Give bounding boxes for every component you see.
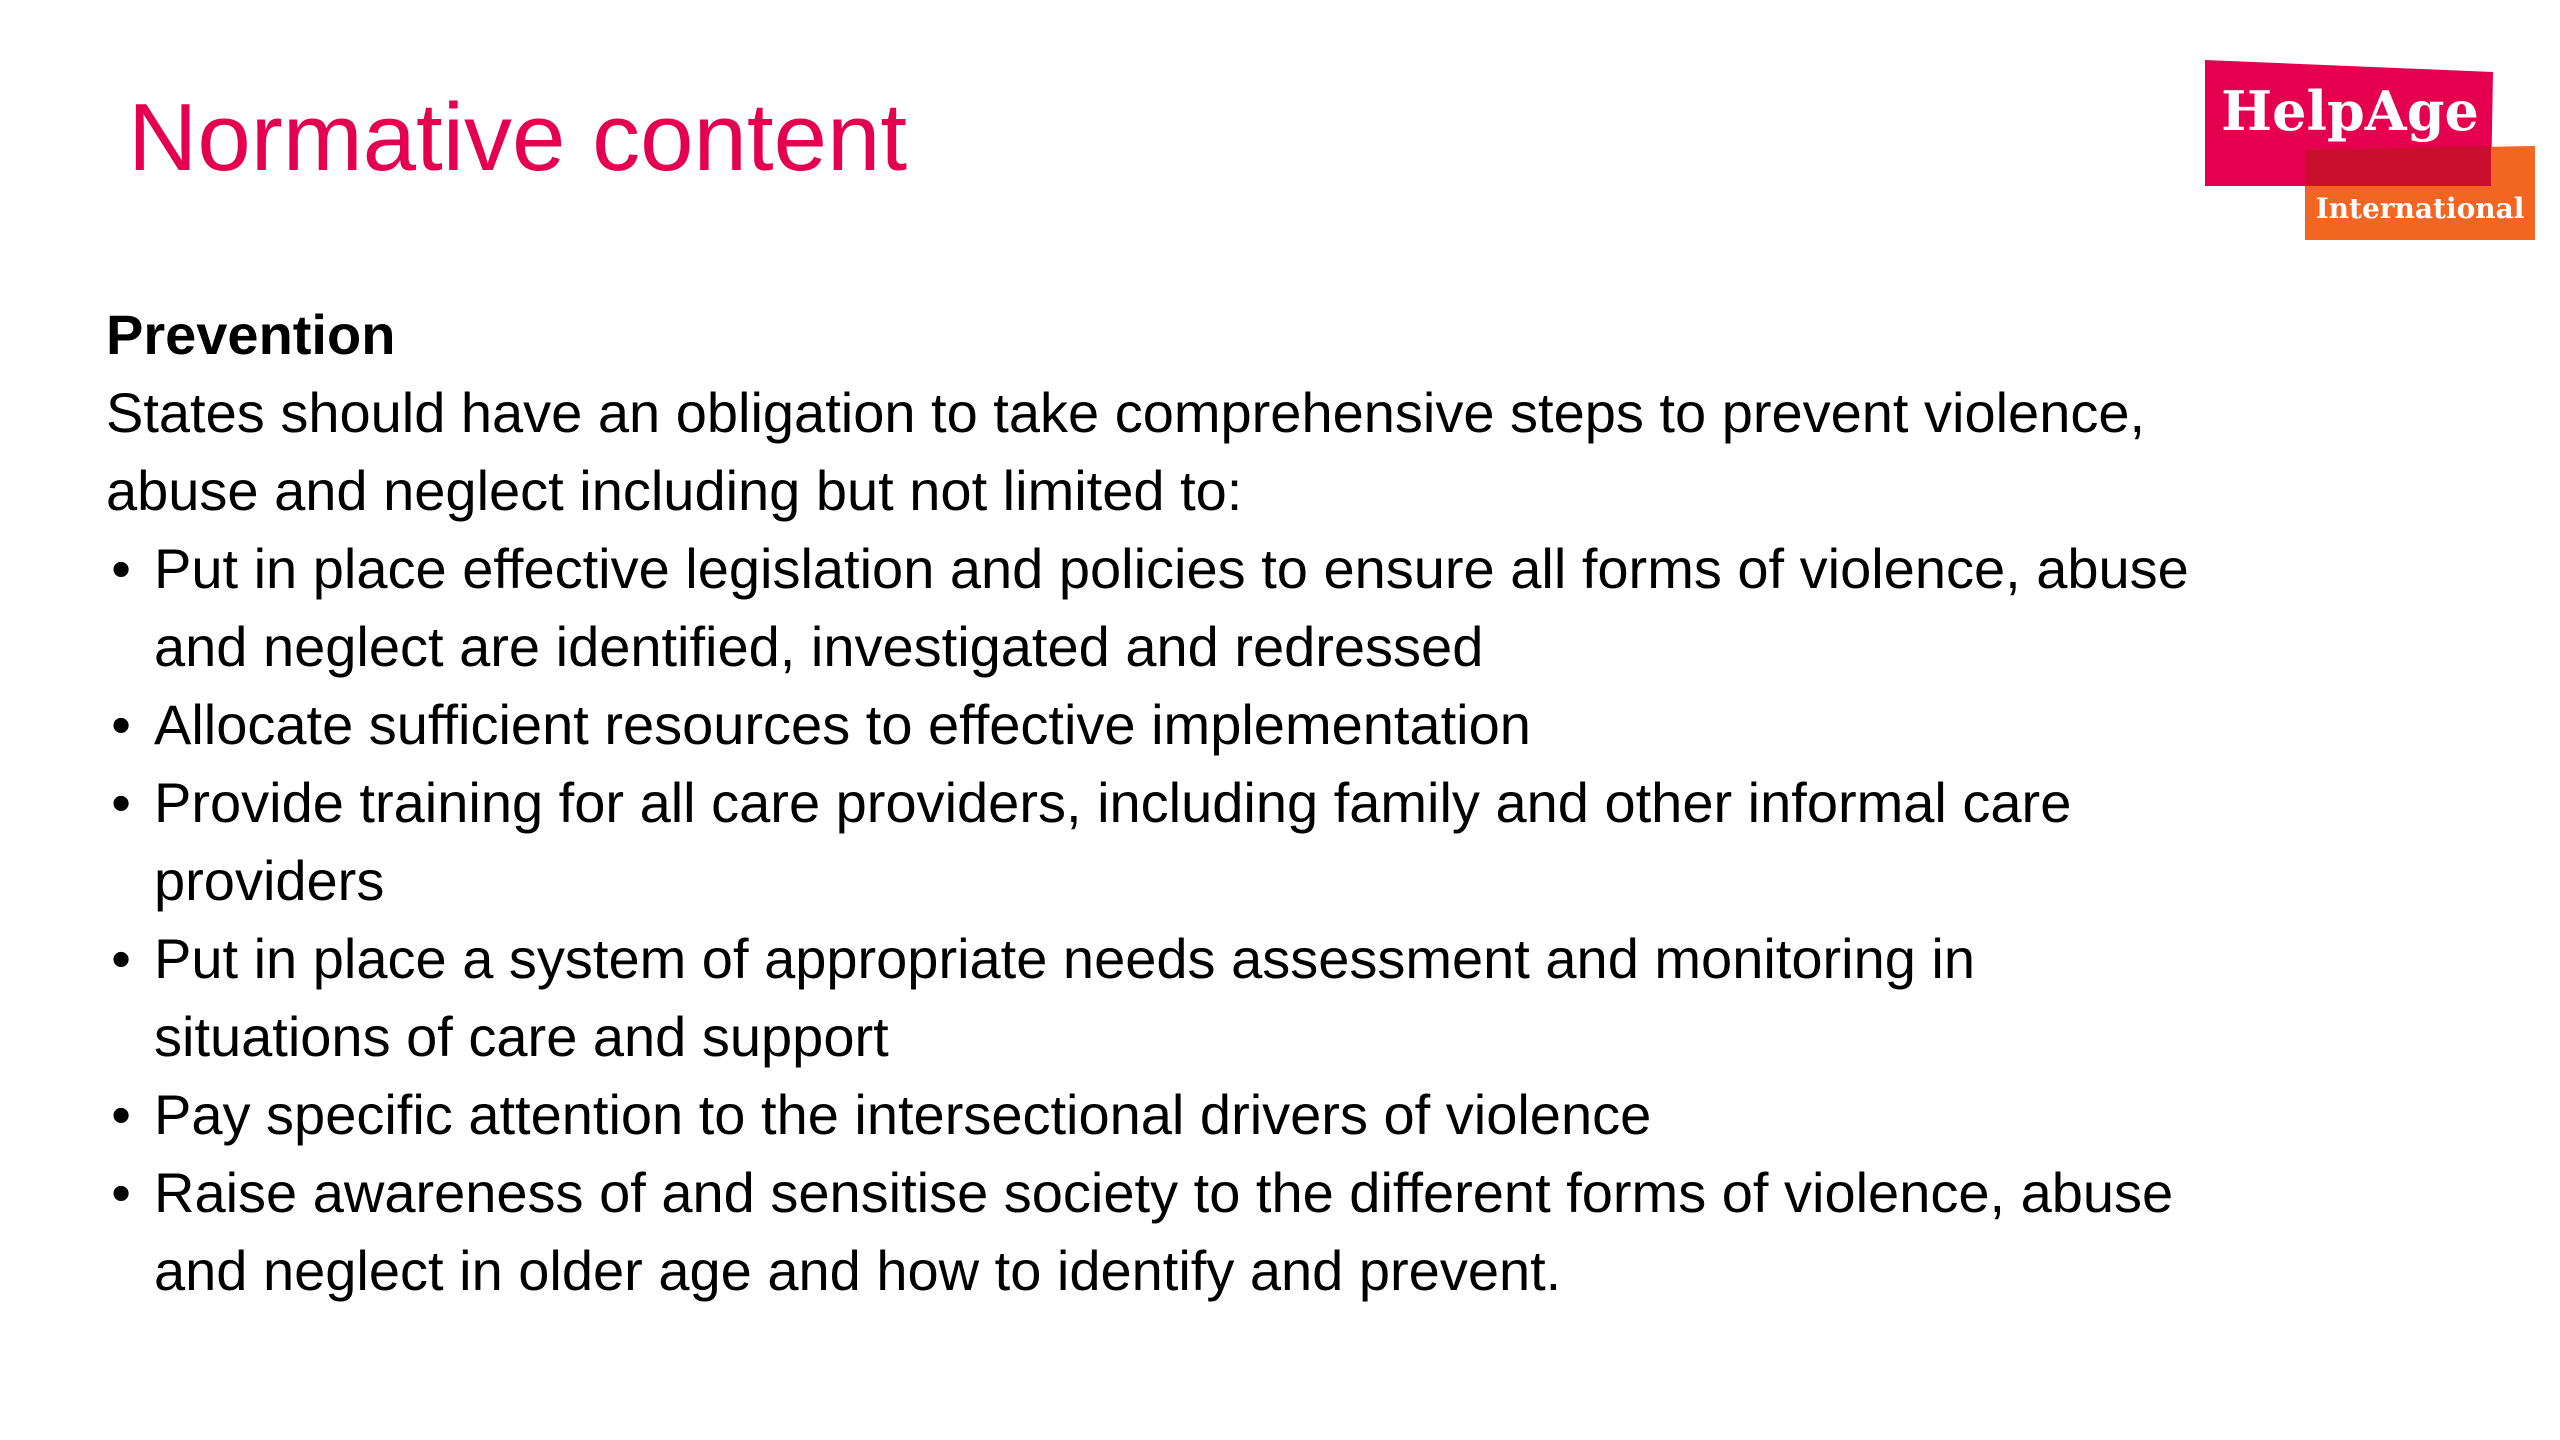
bullet-item [106,920,2206,1076]
section-heading: Prevention [106,303,396,366]
bullet-list [106,530,2206,1310]
bullet-text: Put in place a system of appropriate needs assessment and monitoring in situations of care and support [154,927,1976,1068]
helpage-international-logo [2205,58,2535,240]
bullet-text: Put in place effective legislation and policies to ensure all forms of violence, abuse and neglect are identified, investigated and redressed [154,537,2189,678]
bullet-item [106,1076,2206,1154]
slide-body [106,296,2206,1310]
intro-paragraph: States should have an obligation to take comprehensive steps to prevent violence, abuse and neglect including but not limited to: [106,381,2146,522]
bullet-icon: • [111,693,131,756]
bullet-icon: • [111,927,131,990]
bullet-text: Provide training for all care providers, including family and other informal care providers [154,771,2072,912]
bullet-icon: • [111,771,131,834]
logo-text-international: International [2315,192,2525,225]
logo-text-helpage: HelpAge [2221,79,2479,143]
logo-graphic [2205,58,2535,240]
bullet-item [106,1154,2206,1310]
bullet-text: Raise awareness of and sensitise society to the different forms of violence, abuse and neglect in older age and how to identify and prevent. [154,1161,2174,1302]
bullet-item [106,764,2206,920]
bullet-item [106,686,2206,764]
bullet-text: Allocate sufficient resources to effective implementation [154,693,1531,756]
bullet-icon: • [111,1083,131,1146]
bullet-text: Pay specific attention to the intersectional drivers of violence [154,1083,1652,1146]
slide-title: Normative content [128,84,908,191]
bullet-icon: • [111,537,131,600]
bullet-item [106,530,2206,686]
bullet-icon: • [111,1161,131,1224]
